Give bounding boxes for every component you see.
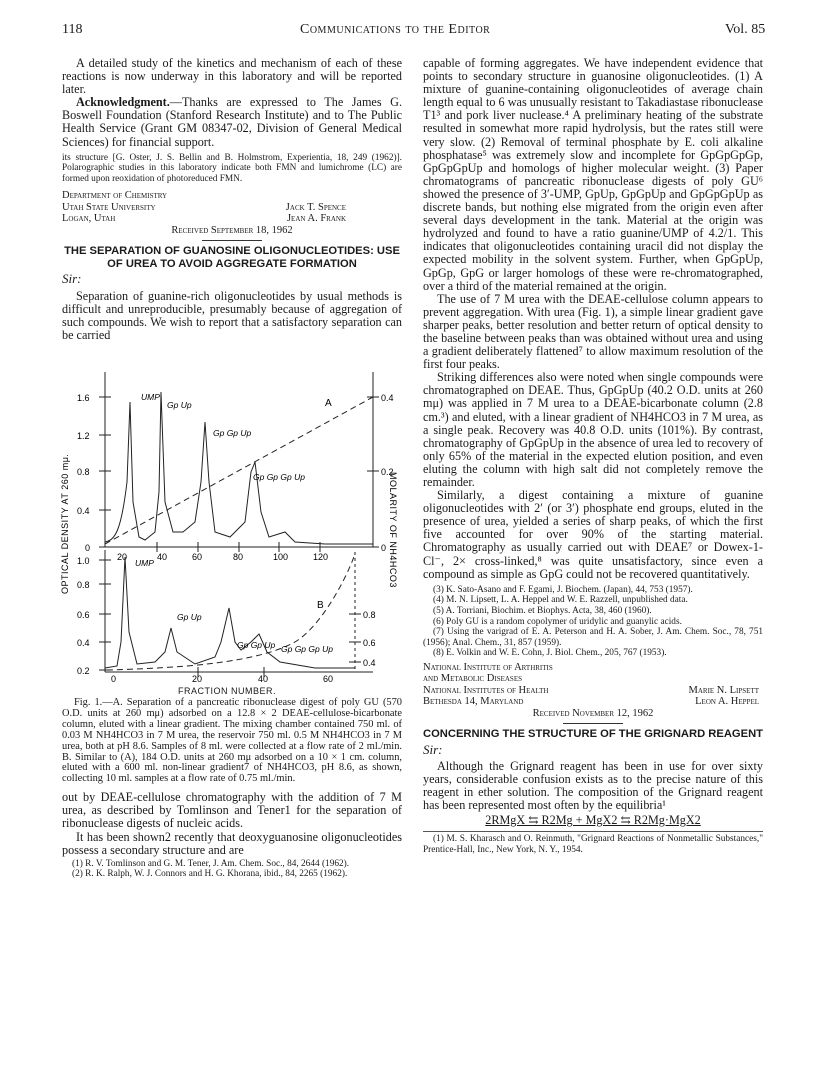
author-heppel: Leon A. Heppel <box>695 696 759 708</box>
section-rule <box>202 240 262 241</box>
ack-label: Acknowledgment. <box>76 95 170 110</box>
a-xtick-1: 20 <box>117 552 128 562</box>
ack-text: —Thanks are expressed to The James G. Boswell Foundation (Stanford Research Institute) and to The Public Health Service (Grant GM 08347-02, Division of General Medical Sciences) for financial support. <box>62 95 402 149</box>
author-spence: Jack T. Spence <box>285 201 346 213</box>
footnote-structure: its structure [G. Oster, J. S. Bellin and B. Holmstrom, Experientia, 18, 249 (1962)]. Polarographic studies in this laboratory indicate both FMN and lumichrome (LC) are formed upon reoxidation of photoreduced FMN. <box>62 152 402 184</box>
footnote-7: (7) Using the varigrad of E. A. Peterson and H. A. Sober, J. Am. Chem. Soc., 78, 751 (1956); Anal. Chem., 31, 857 (1959). <box>423 627 763 648</box>
a-ytick-5: 0 <box>85 543 91 553</box>
b-y2tick-3: 0.4 <box>363 658 376 668</box>
a-peak-gpgpup: Gp Gp Up <box>213 428 252 438</box>
left-column-top <box>62 57 402 342</box>
left-column-bottom <box>62 698 402 880</box>
b-xtick-2: 20 <box>192 674 203 684</box>
paragraph-deae: out by DEAE-cellulose chromatography with the addition of 7 M urea, as described by Tomlinson and Tener1 for the separation of ribonuclease digests of nucleic acids. <box>62 790 402 831</box>
panel-b <box>99 550 373 677</box>
a-y2tick-3: 0 <box>381 543 387 553</box>
b-peak-gpgpgpup: Gp Gp Gp Up <box>281 644 333 654</box>
aff2-line-4: Bethesda 14, Maryland <box>423 696 524 708</box>
a-xtick-4: 80 <box>233 552 244 562</box>
b-peak-gpgpup: Gp Gp Up <box>237 640 276 650</box>
salutation-sir-2: Sir: <box>423 741 443 757</box>
y-axis-title: OPTICAL DENSITY AT 260 mμ. <box>60 453 70 594</box>
footnote-2: (2) R. K. Ralph, W. J. Connors and H. G. Khorana, ibid., 84, 2265 (1962). <box>72 869 348 880</box>
a-xtick-2: 40 <box>157 552 168 562</box>
x-axis-title: FRACTION NUMBER. <box>178 686 276 696</box>
salutation-sir: Sir: <box>62 271 82 287</box>
acknowledgment <box>62 96 402 148</box>
aff2-line-1: National Institute of Arthritis <box>423 661 553 673</box>
paragraph-separation: Separation of guanine-rich oligonucleotides by usual methods is difficult and unreproducible, presumably because of aggregation of such compounds. We wish to report that a satisfactory separation can be carried <box>62 288 402 342</box>
right-column <box>423 57 763 856</box>
footnote-8: (8) E. Volkin and W. E. Cohn, J. Biol. Chem., 205, 767 (1953). <box>433 648 667 659</box>
paragraph-deoxyguanosine: It has been shown2 recently that deoxyguanosine oligonucleotides possess a secondary structure and are <box>62 829 402 857</box>
panel-b-label: B <box>317 600 324 611</box>
y2-axis-title: MOLARITY OF NH4HCO3 <box>388 472 398 588</box>
b-ytick-3: 0.6 <box>77 610 90 620</box>
b-peak-gpup: Gp Up <box>177 612 202 622</box>
a-xtick-3: 60 <box>192 552 203 562</box>
received-date-2: Received November 12, 1962 <box>532 707 654 719</box>
aff-line-3: Logan, Utah <box>62 213 116 225</box>
footnote-5: (5) A. Torriani, Biochim. et Biophys. Acta, 38, 460 (1960). <box>433 605 652 616</box>
b-y2tick-2: 0.6 <box>363 638 376 648</box>
aff2-line-2: and Metabolic Diseases <box>423 673 522 685</box>
paragraph-grignard: Although the Grignard reagent has been in use for over sixty years, considerable confusion exists as to the precise nature of this reagent in ether solution. The composition of the Grignard reagent has been represented most often by the equilibria¹ <box>423 759 763 813</box>
a-ytick-2: 1.2 <box>77 431 90 441</box>
affiliation-block <box>62 190 402 236</box>
b-xtick-1: 0 <box>111 674 117 684</box>
b-xtick-3: 40 <box>258 674 269 684</box>
b-ytick-2: 0.8 <box>77 580 90 590</box>
footnote-grignard: (1) M. S. Kharasch and O. Reinmuth, "Grignard Reactions of Nonmetallic Substances," Prentice-Hall, Inc., New York, N. Y., 1954. <box>423 831 763 855</box>
b-ytick-5: 0.2 <box>77 666 90 676</box>
author-frank: Jean A. Frank <box>286 213 346 225</box>
paragraph-differences: Striking differences also were noted when single compounds were chromatographed on DEAE. Thus, GpGpUp (40.2 O.D. units at 260 mμ) was applied in 7 M urea to a DEAE-bicarbonate column (2.8 cm.³) and eluted, with a linear gradient of NH4HCO3 in 7 M urea, as a single peak. Recovery was 40.8 O.D. units (101%). By contrast, chromatography of GpGpUp in the absence of urea led to recovery of only 65% of the material in the expected elution position, and even eluting the column with high salt did not completely remove the remainder. <box>423 370 763 489</box>
figure-caption: Fig. 1.—A. Separation of a pancreatic ribonuclease digest of poly GU (570 O.D. units at 260 mμ) adsorbed on a 12.8 × 2 DEAE-cellulose-bicarbonate column, eluted with a linear gradient. The mixing chamber contained 750 ml. of 0.03 M NH4HCO3 in 7 M urea, the reservoir 750 ml. 0.5 M NH4HCO3 in 7 M urea, both at pH 8.6. Samples of 8 ml. were collected at a flow rate of 2 ml./min. B. Similar to (A), 184 O.D. units at 260 mμ adsorbed on a 10 × 1 cm. column, eluted with a 600 ml. non-linear gradient7 of NH4HCO3, pH 8.6, as shown, collecting 10 ml. samples at a flow rate of 0.75 ml./min. <box>62 697 402 785</box>
volume-label: Vol. 85 <box>725 22 766 37</box>
a-peak-gpgpgpup: Gp Gp Gp Up <box>253 472 305 482</box>
a-ytick-3: 0.8 <box>77 467 90 477</box>
footnote-6: (6) Poly GU is a random copolymer of uridylic and guanylic acids. <box>433 616 682 627</box>
affiliation-block-2 <box>423 662 763 720</box>
page-number: 118 <box>62 22 83 37</box>
b-ytick-4: 0.4 <box>77 638 90 648</box>
footnotes-right <box>423 585 763 659</box>
b-xtick-4: 60 <box>323 674 334 684</box>
equilibrium-equation: 2RMgX ⇆ R2Mg + MgX2 ⇆ R2Mg·MgX2 <box>485 813 701 828</box>
received-date-1: Received September 18, 1962 <box>171 224 293 236</box>
a-ytick-4: 0.4 <box>77 506 90 516</box>
a-peak-ump: UMP <box>141 392 160 402</box>
panel-a-label: A <box>325 398 332 409</box>
a-ytick-1: 1.6 <box>77 393 90 403</box>
figure-chromatogram <box>55 372 405 684</box>
article-title-grignard: CONCERNING THE STRUCTURE OF THE GRIGNARD REAGENT <box>423 728 763 741</box>
author-lipsett: Marie N. Lipsett <box>688 684 759 696</box>
footnote-1: (1) R. V. Tomlinson and G. M. Tener, J. Am. Chem. Soc., 84, 2644 (1962). <box>72 858 350 869</box>
a-y2tick-1: 0.4 <box>381 393 394 403</box>
article-title-guanosine: THE SEPARATION OF GUANOSINE OLIGONUCLEOTIDES: USE OF UREA TO AVOID AGGREGATE FORMATION <box>64 245 400 270</box>
footnote-4: (4) M. N. Lipsett, L. A. Heppel and W. E. Razzell, unpublished data. <box>433 595 688 606</box>
footnote-3: (3) K. Sato-Asano and F. Egami, J. Biochem. (Japan), 44, 753 (1957). <box>433 584 693 595</box>
paragraph-digest: Similarly, a digest containing a mixture of guanine oligonucleotides with 2′ (or 3′) phosphate end groups, eluted in the presence of urea, yielded a series of sharp peaks, of which the first five accounted for over 90% of the starting material. Chromatography as usually carried out with DEAE⁷ or Dowex-1-Cl⁻, 2× cross-linked,⁸ was quite unsatisfactory, since even a compound as simple as GpG could not be recovered quantitatively. <box>423 488 763 581</box>
section-rule-2 <box>563 723 623 724</box>
aff-line-1: Department of Chemistry <box>62 190 168 202</box>
running-title: Communications to the Editor <box>300 22 491 37</box>
paragraph-aggregates: capable of forming aggregates. We have independent evidence that points to secondary structure in guanosine oligonucleotides. (1) A mixture of guanine-containing oligonucleotides of average chain length equal to 6 was unusually resistant to Takadiastase ribonuclease T1³ and pork liver nuclease.⁴ A preliminary heating of the substrate resulted in somewhat more rapid hydrolysis, but the rates still were very slow. (2) Removal of terminal phosphate by E. coli alkaline phosphatase⁵ was extremely slow and incomplete for GpGpGpGp, GpGpGpUp and homologs of higher molecular weight. (3) Paper chromatograms of pancreatic ribonuclease digests of poly GU⁶ showed the presence of 3′-UMP, GpUp, GpGpUp and GpGpGpUp as discrete bands, but nothing else migrated from the origin even after several days development in the tank. Material at the origin was hydrolyzed and found to have a ratio guanine/UMP of 4.2/1. This indicates that oligonucleotides containing uracil did not display the expected mobility in the solvent system. Further, when GpGpUp, GpGp, GpG or larger homologs of these were re-chromatographed, over a third of the material remained at the origin. <box>423 56 763 293</box>
a-xtick-6: 120 <box>313 552 329 562</box>
paragraph-urea: The use of 7 M urea with the DEAE-cellulose column appears to prevent aggregation. With urea (Fig. 1), a simple linear gradient gave sharper peaks, better resolution and better return of optical density to the baseline between peaks than was obtained without urea and using a gradient deliberately flattened⁷ to allow maximum resolution of the first four peaks. <box>423 291 763 372</box>
intro-paragraph: A detailed study of the kinetics and mechanism of each of these reactions is now underway in this laboratory and will be reported later. <box>62 56 402 97</box>
b-peak-ump: UMP <box>135 558 154 568</box>
aff2-line-3: National Institutes of Health <box>423 684 549 696</box>
aff-line-2: Utah State University <box>62 201 156 213</box>
b-ytick-1: 1.0 <box>77 556 90 566</box>
a-y2tick-2: 0.2 <box>381 467 394 477</box>
b-y2tick-1: 0.8 <box>363 610 376 620</box>
a-xtick-5: 100 <box>273 552 289 562</box>
a-peak-gpup: Gp Up <box>167 400 192 410</box>
